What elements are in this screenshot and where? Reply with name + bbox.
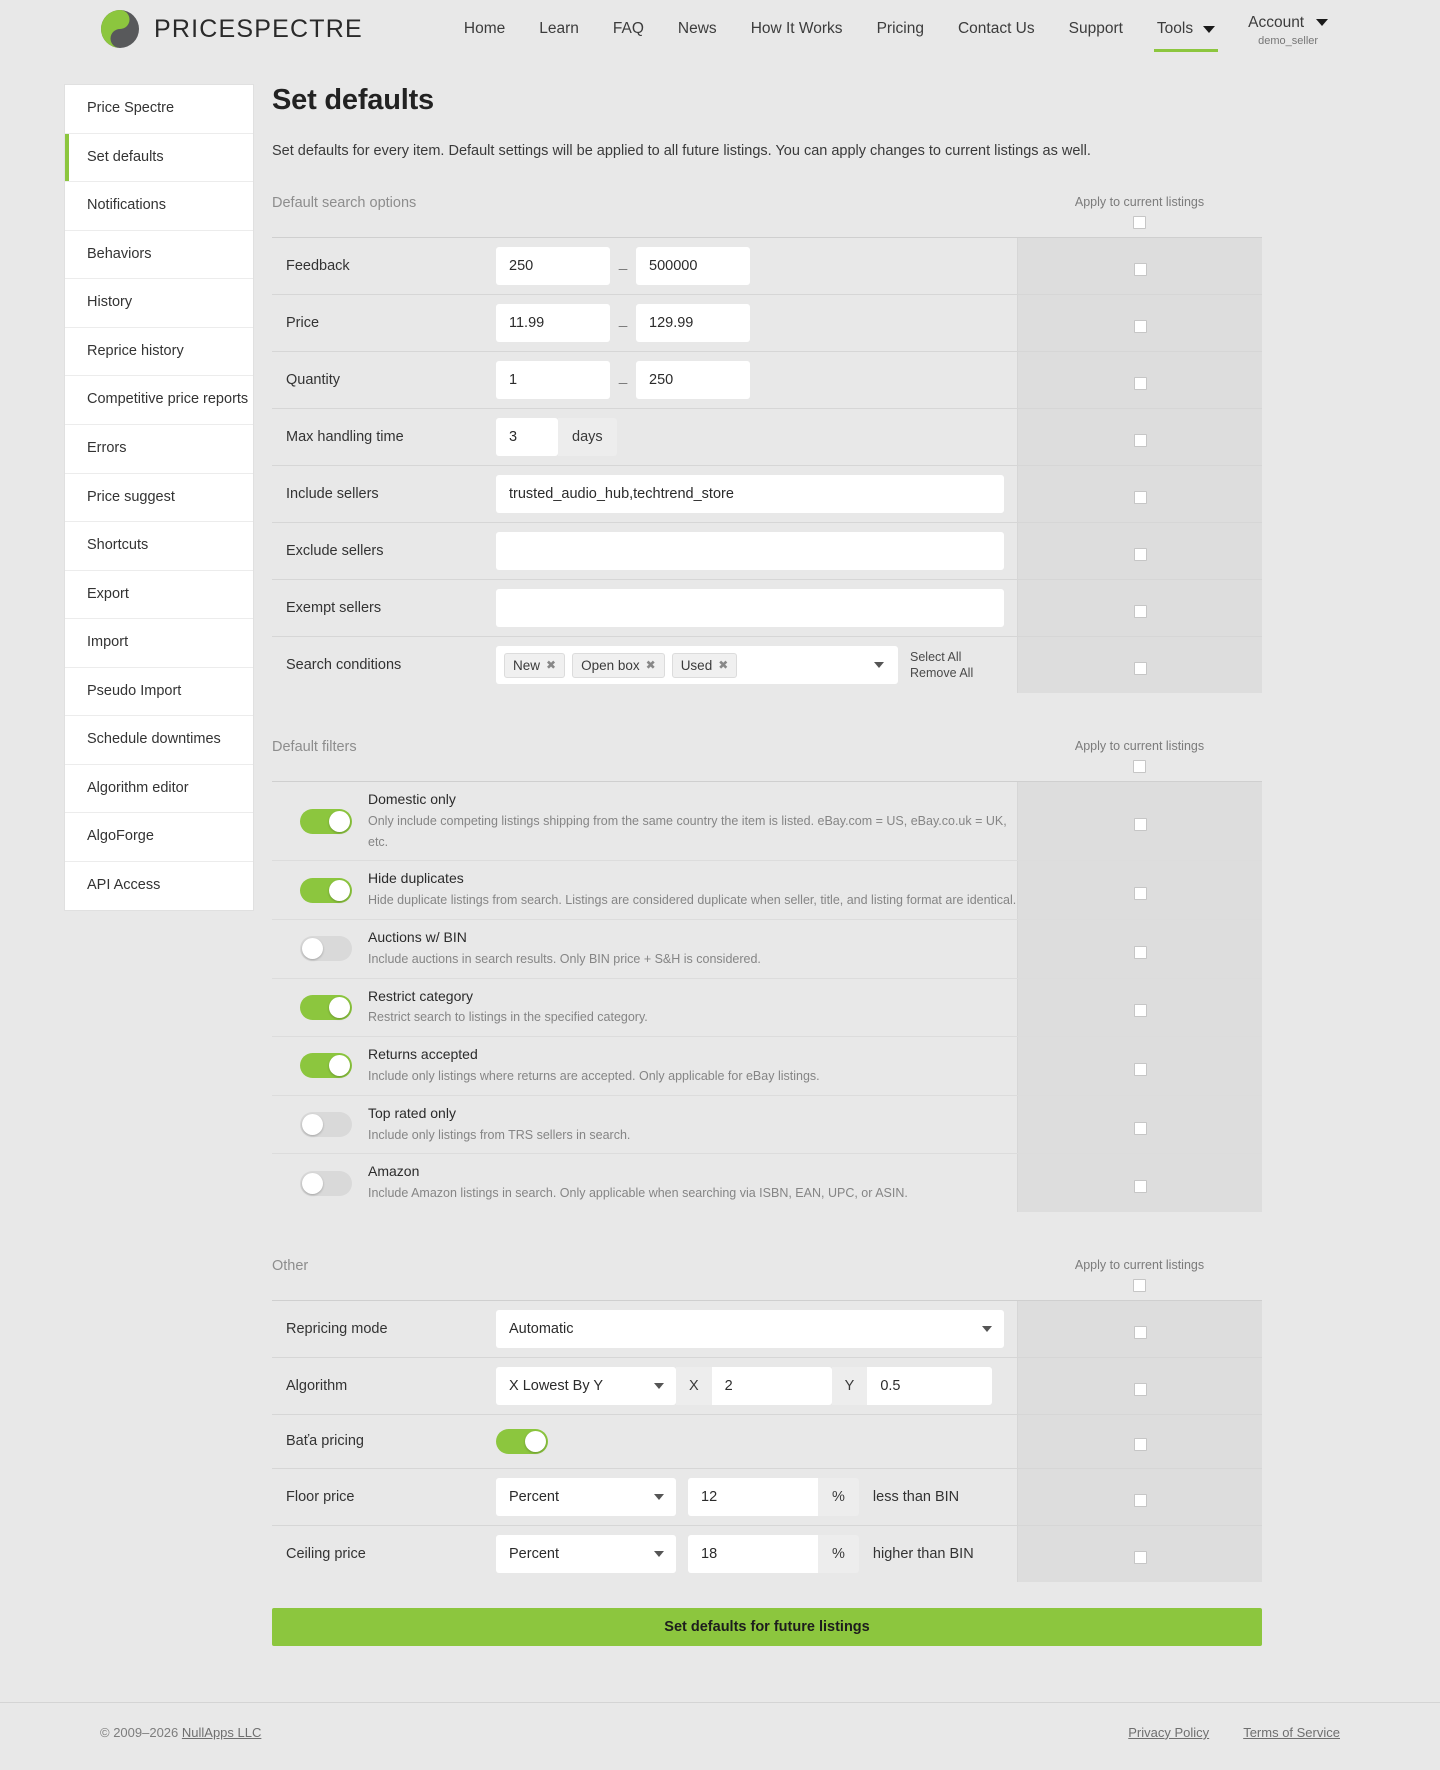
domestic-only-toggle[interactable] [300,809,352,834]
search-options-table [272,237,1262,693]
remove-chip-icon[interactable]: ✖ [546,658,557,672]
condition-chip-open-box-label: Open box [581,657,640,673]
sidebar-item-reprice-history[interactable]: Reprice history [65,328,253,377]
remove-chip-icon[interactable]: ✖ [718,658,729,672]
sidebar-item-notifications[interactable]: Notifications [65,182,253,231]
repricing-mode-apply-cell [1017,1301,1262,1357]
other-section-header [272,1258,1262,1300]
sidebar-item-shortcuts[interactable]: Shortcuts [65,522,253,571]
top-rated-only-toggle[interactable] [300,1112,352,1137]
search-conditions-multiselect[interactable] [496,646,898,684]
chevron-down-icon [1316,19,1328,26]
floor-price-label: Floor price [286,1488,355,1505]
repricing-mode-apply-checkbox[interactable] [1134,1326,1147,1339]
floor-price-mode-select[interactable] [496,1478,676,1516]
ceiling-price-input[interactable] [688,1535,818,1573]
algorithm-value: X Lowest By Y [509,1377,604,1394]
sidebar-item-price-suggest[interactable]: Price suggest [65,474,253,523]
price-label: Price [286,315,320,331]
feedback-range-dash: _ [618,254,628,271]
domestic-only-apply-cell [1017,782,1262,860]
exclude-sellers-apply-cell [1017,523,1262,579]
row-quantity [272,352,1262,409]
hide-duplicates-toggle[interactable] [300,878,352,903]
returns-accepted-toggle[interactable] [300,1053,352,1078]
sidebar-item-algorithm-editor[interactable]: Algorithm editor [65,765,253,814]
sidebar-item-algoforge[interactable]: AlgoForge [65,813,253,862]
top-navigation-bar [0,0,1440,58]
row-exclude-sellers [272,523,1262,580]
sidebar-item-schedule-downtimes[interactable]: Schedule downtimes [65,716,253,765]
top-rated-only-apply-checkbox[interactable] [1134,1122,1147,1135]
quantity-apply-cell [1017,352,1262,408]
nav-item-faq[interactable]: FAQ [612,20,644,37]
top-rated-only-apply-cell [1017,1096,1262,1154]
quantity-range-dash: _ [618,368,628,385]
sidebar-item-competitive-price-reports[interactable]: Competitive price reports [65,376,253,425]
floor-price-suffix: less than BIN [872,1488,960,1505]
conditions-apply-checkbox[interactable] [1134,662,1147,675]
restrict-category-toggle[interactable] [300,995,352,1020]
filter-row-restrict-category [272,979,1262,1038]
ceiling-price-apply-cell [1017,1526,1262,1582]
price-apply-cell [1017,295,1262,351]
auctions-with-bin-title: Auctions w/ BIN [368,928,467,945]
exempt-sellers-apply-checkbox[interactable] [1134,605,1147,618]
apply-all-search-options-checkbox[interactable] [1133,216,1146,229]
page-footer [0,1702,1440,1770]
handling-apply-checkbox[interactable] [1134,434,1147,447]
account-label: Account [1248,13,1305,31]
sidebar-item-api-access[interactable]: API Access [87,877,161,893]
row-repricing-mode [272,1301,1262,1358]
search-options-title: Default search options [272,195,417,211]
filter-row-amazon [272,1154,1262,1212]
algorithm-y-input[interactable] [867,1367,992,1405]
algorithm-label: Algorithm [286,1377,348,1394]
account-menu[interactable] [1232,12,1344,47]
sidebar-item-behaviors[interactable]: Behaviors [65,231,253,280]
algorithm-x-input[interactable] [712,1367,832,1405]
sidebar-item-set-defaults[interactable]: Set defaults [65,134,253,183]
price-min-input[interactable] [496,304,610,342]
nav-item-how-it-works[interactable]: How It Works [750,20,843,37]
apply-all-other-checkbox[interactable] [1133,1279,1146,1292]
feedback-min-input[interactable] [496,247,610,285]
apply-to-current-listings-label: Apply to current listings [1074,739,1205,753]
sidebar-item-price-spectre[interactable]: Price Spectre [65,85,253,134]
filters-title: Default filters [272,739,357,755]
company-link[interactable]: NullApps LLC [181,1724,262,1740]
feedback-apply-cell [1017,238,1262,294]
nav-item-tools-label: Tools [1156,20,1194,37]
condition-chip-used[interactable] [672,653,738,678]
auctions-with-bin-description: Include auctions in search results. Only BIN price + S&H is considered. [368,951,761,966]
auctions-with-bin-apply-cell [1017,920,1262,978]
chevron-down-icon [654,1551,664,1557]
row-include-sellers [272,466,1262,523]
restrict-category-apply-cell [1017,979,1262,1037]
floor-price-mode-value: Percent [509,1488,559,1505]
ceiling-price-label: Ceiling price [286,1545,366,1562]
copyright [100,1725,261,1740]
restrict-category-apply-checkbox[interactable] [1134,1004,1147,1017]
search-options-section-header [272,195,1262,237]
algorithm-y-label: Y [832,1367,868,1405]
other-title: Other [272,1257,309,1274]
remove-chip-icon[interactable]: ✖ [645,658,656,672]
row-feedback [272,238,1262,295]
returns-accepted-title: Returns accepted [368,1046,478,1063]
include-sellers-apply-cell [1017,466,1262,522]
floor-price-unit: % [818,1478,859,1516]
brand-name: PRICESPECTRE [154,14,363,43]
exempt-sellers-apply-cell [1017,580,1262,636]
chevron-down-icon [982,1326,992,1332]
feedback-apply-checkbox[interactable] [1134,263,1147,276]
chevron-down-icon [1203,26,1215,33]
returns-accepted-apply-cell [1017,1037,1262,1095]
hide-duplicates-apply-checkbox[interactable] [1134,887,1147,900]
nav-item-contact-us[interactable]: Contact Us [957,20,1035,37]
sidebar-nav [64,84,254,911]
filter-row-top-rated-only [272,1096,1262,1155]
chevron-down-icon [654,1383,664,1389]
bata-pricing-toggle[interactable] [496,1429,548,1454]
row-max-handling-time [272,409,1262,466]
repricing-mode-label: Repricing mode [286,1320,388,1337]
ceiling-price-mode-value: Percent [509,1545,559,1562]
algorithm-x-label: X [676,1367,712,1405]
algorithm-apply-checkbox[interactable] [1134,1383,1147,1396]
page-title: Set defaults [272,84,434,116]
brand-logo[interactable] [100,9,363,49]
account-username: demo_seller [1258,34,1319,47]
bata-pricing-label: Baťa pricing [286,1433,364,1450]
quantity-apply-checkbox[interactable] [1134,377,1147,390]
algorithm-apply-cell [1017,1358,1262,1414]
nav-item-support[interactable]: Support [1068,20,1123,37]
domestic-only-title: Domestic only [368,791,456,807]
restrict-category-description: Restrict search to listings in the specified category. [368,1010,648,1025]
quantity-max-input[interactable] [636,361,750,399]
nav-item-pricing[interactable]: Pricing [876,20,924,37]
apply-all-filters-checkbox[interactable] [1133,760,1146,773]
floor-price-input[interactable] [688,1478,818,1516]
ceiling-price-apply-checkbox[interactable] [1134,1551,1147,1564]
other-table [272,1300,1262,1582]
amazon-toggle[interactable] [300,1171,352,1196]
chevron-down-icon [654,1494,664,1500]
max-handling-time-unit: days [558,418,617,456]
include-sellers-input[interactable] [496,475,1004,513]
sidebar-item-import[interactable]: Import [65,619,253,668]
exempt-sellers-label: Exempt sellers [286,600,382,616]
exclude-sellers-label: Exclude sellers [286,543,384,559]
feedback-label: Feedback [286,258,350,274]
hide-duplicates-description: Hide duplicate listings from search. Listings are considered duplicate when seller, title, and listing format are identical. [368,893,1017,908]
privacy-policy-link[interactable]: Privacy Policy [1128,1724,1210,1740]
quantity-label: Quantity [286,372,340,388]
nav-item-news[interactable]: News [677,20,717,37]
top-rated-only-description: Include only listings from TRS sellers in search. [368,1127,631,1142]
exclude-sellers-apply-checkbox[interactable] [1134,548,1147,561]
algorithm-select[interactable] [496,1367,676,1405]
condition-chip-used-label: Used [680,657,713,673]
apply-to-current-listings-label: Apply to current listings [1074,195,1205,209]
exclude-sellers-input[interactable] [496,532,1004,570]
auctions-with-bin-toggle[interactable] [300,936,352,961]
amazon-apply-checkbox[interactable] [1134,1180,1147,1193]
nav-item-tools[interactable] [1140,14,1232,44]
condition-chip-new-label: New [513,657,541,673]
select-all-conditions-link[interactable]: Select All [910,650,962,664]
row-algorithm [272,1358,1262,1415]
row-bata-pricing [272,1415,1262,1469]
terms-of-service-link[interactable]: Terms of Service [1243,1724,1340,1740]
restrict-category-title: Restrict category [368,987,474,1004]
top-rated-only-title: Top rated only [368,1104,456,1121]
hide-duplicates-apply-cell [1017,861,1262,919]
set-defaults-submit-button[interactable]: Set defaults for future listings [272,1608,1262,1646]
row-floor-price [272,1469,1262,1526]
search-conditions-label: Search conditions [286,657,402,673]
ceiling-price-suffix: higher than BIN [872,1545,974,1562]
price-range-dash: _ [618,311,628,328]
conditions-apply-cell [1017,637,1262,693]
sidebar-item-errors[interactable]: Errors [65,425,253,474]
returns-accepted-apply-checkbox[interactable] [1134,1063,1147,1076]
floor-price-apply-cell [1017,1469,1262,1525]
price-apply-checkbox[interactable] [1134,320,1147,333]
bata-pricing-apply-checkbox[interactable] [1134,1438,1147,1451]
page-description: Set defaults for every item. Default settings will be applied to all future listings. You can apply changes to current listings as well. [272,143,1091,159]
domestic-only-description: Only include competing listings shipping from the same country the item is listed. eBay.com = US, eBay.co.uk = UK, etc. [368,813,1007,849]
feedback-max-input[interactable] [636,247,750,285]
exempt-sellers-input[interactable] [496,589,1004,627]
row-price [272,295,1262,352]
ceiling-price-mode-select[interactable] [496,1535,676,1573]
repricing-mode-select[interactable] [496,1310,1004,1348]
max-handling-time-label: Max handling time [286,429,404,445]
max-handling-time-input[interactable] [496,418,558,456]
chevron-down-icon[interactable] [874,662,884,668]
filter-row-domestic-only [272,782,1262,861]
copyright-text: © 2009–2026 [100,1724,182,1740]
apply-to-current-listings-label: Apply to current listings [1074,1257,1205,1272]
yin-yang-logo-icon [100,9,140,49]
filter-row-hide-duplicates [272,861,1262,920]
sidebar-item-export[interactable]: Export [65,571,253,620]
include-sellers-apply-checkbox[interactable] [1134,491,1147,504]
filter-row-auctions-with-bin [272,920,1262,979]
amazon-description: Include Amazon listings in search. Only applicable when searching via ISBN, EAN, UPC, or ASIN. [368,1186,908,1201]
main-content [272,84,1262,1646]
bata-pricing-apply-cell [1017,1415,1262,1468]
condition-chip-new[interactable] [504,653,565,678]
row-exempt-sellers [272,580,1262,637]
amazon-apply-cell [1017,1154,1262,1212]
handling-apply-cell [1017,409,1262,465]
auctions-with-bin-apply-checkbox[interactable] [1134,946,1147,959]
nav-item-home[interactable]: Home [463,20,506,37]
sidebar-item-pseudo-import[interactable]: Pseudo Import [65,668,253,717]
row-search-conditions [272,637,1262,693]
quantity-min-input[interactable] [496,361,610,399]
floor-price-apply-checkbox[interactable] [1134,1494,1147,1507]
active-nav-underline [1154,49,1218,52]
filter-row-returns-accepted [272,1037,1262,1096]
row-ceiling-price [272,1526,1262,1582]
condition-chip-open-box[interactable] [572,653,665,678]
filters-section-header [272,739,1262,781]
hide-duplicates-title: Hide duplicates [368,870,464,887]
amazon-title: Amazon [368,1163,420,1180]
domestic-only-apply-checkbox[interactable] [1134,818,1147,831]
price-max-input[interactable] [636,304,750,342]
ceiling-price-unit: % [818,1535,859,1573]
filters-table [272,781,1262,1212]
sidebar-item-history[interactable]: History [65,279,253,328]
main-nav [447,12,1344,47]
include-sellers-label: Include sellers [286,486,379,502]
remove-all-conditions-link[interactable]: Remove All [910,666,974,680]
nav-item-learn[interactable]: Learn [539,20,579,37]
repricing-mode-value: Automatic [509,1320,574,1337]
returns-accepted-description: Include only listings where returns are accepted. Only applicable for eBay listings. [368,1068,820,1083]
